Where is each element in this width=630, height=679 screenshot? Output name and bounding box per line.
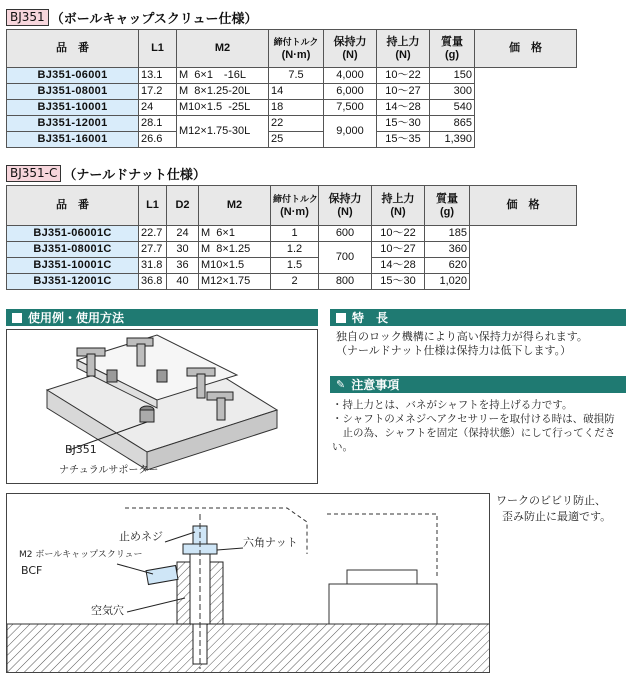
l1-value: 27.7 <box>139 242 167 258</box>
workpiece-block-top <box>347 570 417 584</box>
lift-value: 15～30 <box>377 116 430 132</box>
mass-value: 540 <box>430 100 475 116</box>
m2-value: M 8×1.25-20L <box>177 84 269 100</box>
leader-air-hole <box>127 598 185 612</box>
lift-value: 10～22 <box>372 226 425 242</box>
leader-m2 <box>117 564 153 574</box>
lift-value: 15～30 <box>372 274 425 290</box>
hdr-m2: M2 <box>199 186 271 226</box>
mass-value: 150 <box>430 68 475 84</box>
price-cell <box>470 226 577 290</box>
hdr-hold: 保持力 (N) <box>324 30 377 68</box>
l1-value: 17.2 <box>139 84 177 100</box>
table-row <box>7 226 577 242</box>
torque-value: 2 <box>271 274 319 290</box>
clamp-post <box>87 354 95 376</box>
part-number: BJ351-16001 <box>7 132 139 148</box>
bj351c-spec-table <box>6 185 577 290</box>
m2-value: M 8×1.25 <box>199 242 271 258</box>
bj351-label: BJ351 <box>65 443 97 456</box>
clamp-post <box>197 374 205 398</box>
bj351-code-badge: BJ351 <box>6 9 49 26</box>
hdr-torque: 締付トルク (N·m) <box>271 186 319 226</box>
hdr-d2: D2 <box>167 186 199 226</box>
l1-value: 26.6 <box>139 132 177 148</box>
bj351c-header-row <box>7 186 577 226</box>
part-number: BJ351-12001 <box>7 116 139 132</box>
hdr-l1: L1 <box>139 30 177 68</box>
hdr-torque: 締付トルク (N·m) <box>269 30 324 68</box>
part-number: BJ351-08001C <box>7 242 139 258</box>
bcf-label: BCF <box>21 564 43 577</box>
pencil-icon: ✎ <box>336 378 346 391</box>
m2-value: M 6×1 -16L <box>177 68 269 84</box>
m2-screw-label: M2 ボールキャップスクリュー <box>19 550 143 560</box>
clamp-post <box>217 398 225 420</box>
support <box>157 370 167 382</box>
side-note-line: 歪み防止に最適です。 <box>502 510 612 523</box>
lift-value: 10～22 <box>377 68 430 84</box>
part-number: BJ351-06001C <box>7 226 139 242</box>
air-hole-label: 空気穴 <box>91 604 124 617</box>
part-number: BJ351-06001 <box>7 68 139 84</box>
features-text <box>336 330 588 358</box>
d2-value: 36 <box>167 258 199 274</box>
bj351c-subtitle: （ナールドナット仕様） <box>63 167 206 183</box>
hold-value: 6,000 <box>324 84 377 100</box>
bj351-subtitle: （ボールキャップスクリュー仕様） <box>50 11 258 27</box>
part-number: BJ351-10001C <box>7 258 139 274</box>
bj351-header-row <box>7 30 577 68</box>
torque-value: 22 <box>269 116 324 132</box>
torque-value: 7.5 <box>269 68 324 84</box>
torque-value: 1.2 <box>271 242 319 258</box>
d2-value: 40 <box>167 274 199 290</box>
hdr-part: 品 番 <box>7 30 139 68</box>
torque-value: 1.5 <box>271 258 319 274</box>
l1-value: 22.7 <box>139 226 167 242</box>
usage-illustration-box <box>6 329 318 484</box>
mass-value: 620 <box>425 258 470 274</box>
mass-value: 300 <box>430 84 475 100</box>
lift-value: 15～35 <box>377 132 430 148</box>
torque-value: 18 <box>269 100 324 116</box>
part-number: BJ351-10001 <box>7 100 139 116</box>
bj351-support-body <box>140 410 154 422</box>
features-line: 独自のロック機構により高い保持力が得られます。 <box>336 330 588 343</box>
usage-heading: 使用例・使用方法 <box>28 311 125 325</box>
d2-value: 30 <box>167 242 199 258</box>
hdr-m2: M2 <box>177 30 269 68</box>
hold-value: 9,000 <box>324 116 377 148</box>
ball-cap-screw <box>146 566 178 585</box>
base-section <box>7 624 490 673</box>
hex-nut-label: 六角ナット <box>243 536 298 549</box>
cross-section-diagram <box>7 494 490 673</box>
table-row <box>7 68 577 84</box>
d2-value: 24 <box>167 226 199 242</box>
features-heading-bar <box>330 309 626 326</box>
mass-value: 360 <box>425 242 470 258</box>
leader-hex-nut <box>217 548 243 550</box>
torque-value: 1 <box>271 226 319 242</box>
hdr-price: 価 格 <box>475 30 577 68</box>
mass-value: 1,020 <box>425 274 470 290</box>
hdr-price: 価 格 <box>470 186 577 226</box>
lift-value: 10～27 <box>377 84 430 100</box>
side-note-line: ワークのビビリ防止、 <box>496 494 606 507</box>
part-number: BJ351-08001 <box>7 84 139 100</box>
notes-heading: 注意事項 <box>351 378 400 392</box>
clamp-post <box>137 344 145 366</box>
price-cell <box>475 68 577 148</box>
bj351-spec-table <box>6 29 577 148</box>
hold-value: 700 <box>319 242 372 274</box>
square-bullet-icon <box>12 313 22 323</box>
hdr-mass: 質量 (g) <box>425 186 470 226</box>
leader-stop-screw <box>165 532 195 542</box>
hold-value: 600 <box>319 226 372 242</box>
torque-value: 14 <box>269 84 324 100</box>
lift-value: 14～28 <box>372 258 425 274</box>
l1-value: 28.1 <box>139 116 177 132</box>
notes-line: ・持上力とは、バネがシャフトを持上げる力です。 <box>332 399 573 411</box>
hdr-hold: 保持力 (N) <box>319 186 372 226</box>
square-bullet-icon <box>336 313 346 323</box>
m2-value: M12×1.75-30L <box>177 116 269 148</box>
m2-value: M10×1.5 <box>199 258 271 274</box>
bj351c-title <box>6 164 206 182</box>
hdr-lift: 持上力 (N) <box>377 30 430 68</box>
notes-line: ・シャフトのメネジへアクセサリーを取付ける時は、破損防 <box>332 413 615 425</box>
features-heading: 特 長 <box>352 311 389 325</box>
l1-value: 36.8 <box>139 274 167 290</box>
bj351c-code-badge: BJ351-C <box>6 165 61 182</box>
natural-supporter-label: ナチュラルサポーター <box>59 465 159 476</box>
stop-screw-label: 止めネジ <box>119 530 163 543</box>
l1-value: 24 <box>139 100 177 116</box>
lift-value: 14～28 <box>377 100 430 116</box>
mass-value: 865 <box>430 116 475 132</box>
support <box>107 370 117 382</box>
hold-value: 4,000 <box>324 68 377 84</box>
features-line: （ナールドナット仕様は保持力は低下します。） <box>336 344 572 357</box>
fixture-illustration <box>7 330 319 485</box>
mass-value: 1,390 <box>430 132 475 148</box>
hdr-lift: 持上力 (N) <box>372 186 425 226</box>
l1-value: 13.1 <box>139 68 177 84</box>
hold-value: 7,500 <box>324 100 377 116</box>
hdr-part: 品 番 <box>7 186 139 226</box>
usage-heading-bar <box>6 309 318 326</box>
lift-value: 10～27 <box>372 242 425 258</box>
side-note <box>496 493 611 525</box>
torque-value: 25 <box>269 132 324 148</box>
notes-text <box>332 398 630 454</box>
l1-value: 31.8 <box>139 258 167 274</box>
m2-value: M12×1.75 <box>199 274 271 290</box>
m2-value: M10×1.5 -25L <box>177 100 269 116</box>
workpiece-block <box>329 584 437 624</box>
hold-value: 800 <box>319 274 372 290</box>
notes-line: 止の為、シャフトを固定（保持状態）にして行ってください。 <box>332 427 616 453</box>
hdr-mass: 質量 (g) <box>430 30 475 68</box>
part-number: BJ351-12001C <box>7 274 139 290</box>
bj351-title <box>6 8 258 26</box>
mass-value: 185 <box>425 226 470 242</box>
hdr-l1: L1 <box>139 186 167 226</box>
notes-heading-bar <box>330 376 626 393</box>
cross-section-box <box>6 493 490 673</box>
m2-value: M 6×1 <box>199 226 271 242</box>
